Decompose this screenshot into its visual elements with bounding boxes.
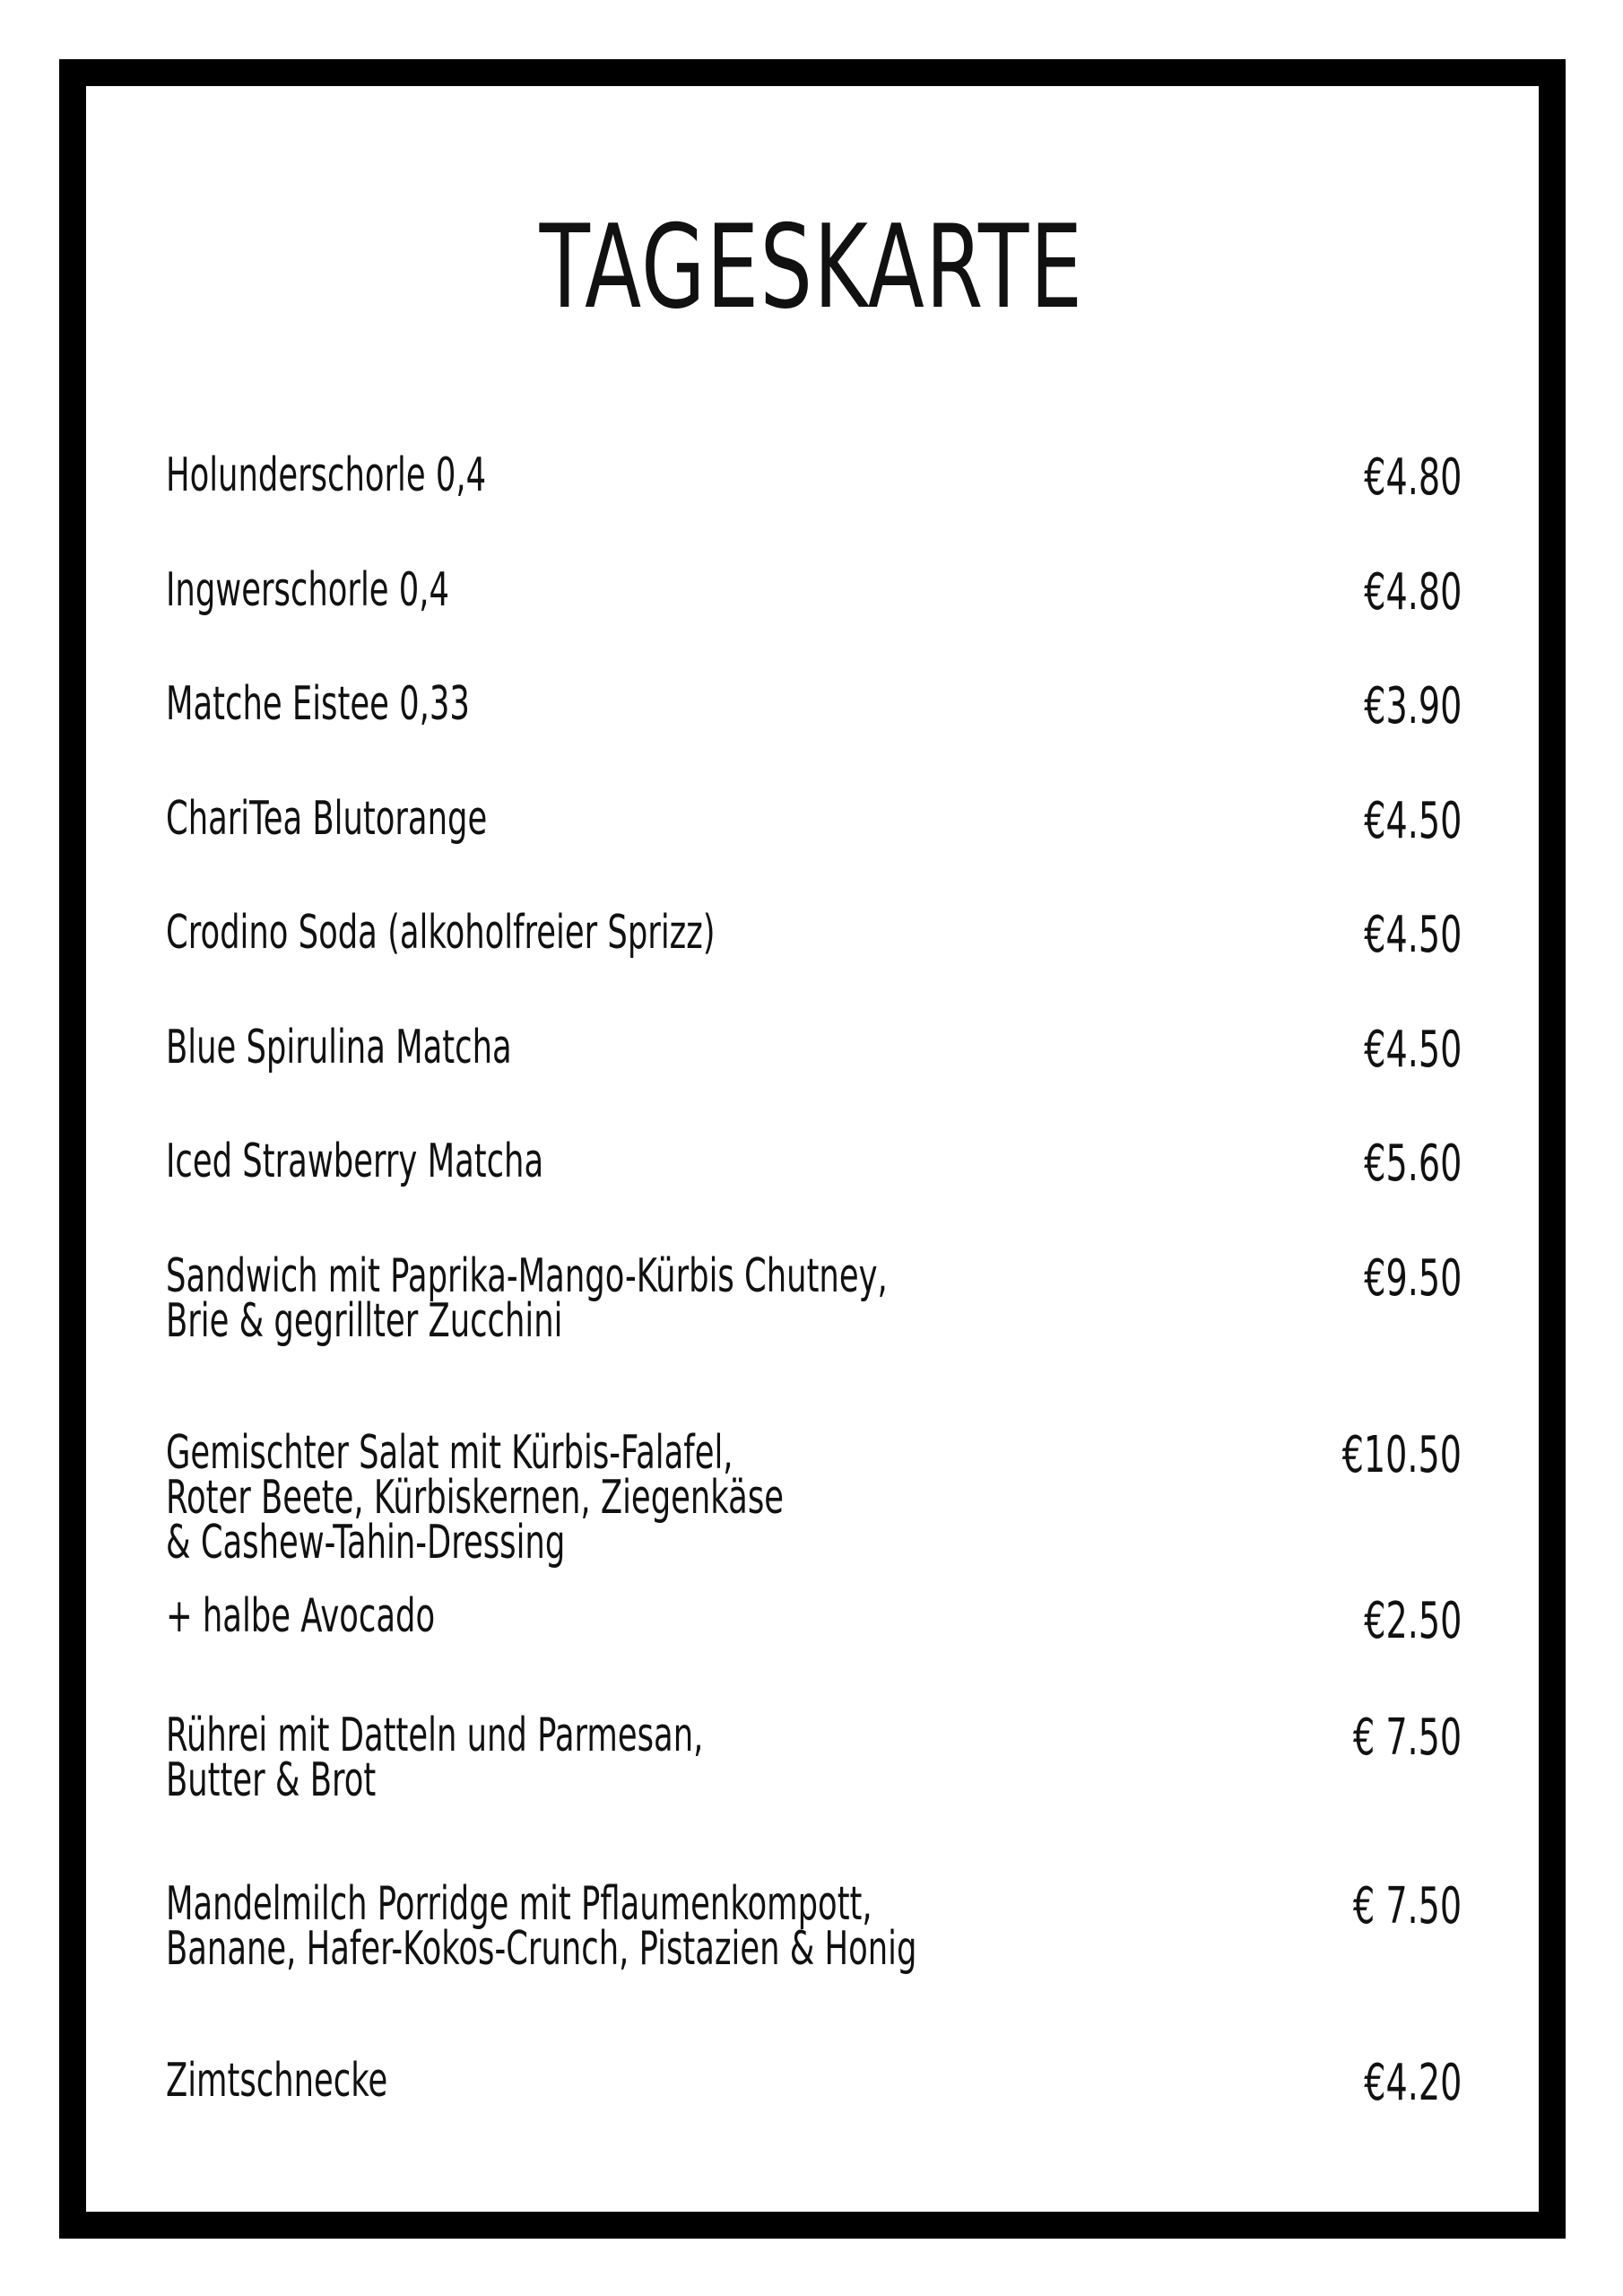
item-name-line: ChariTea Blutorange (166, 792, 488, 846)
item-price: € 7.50 (1352, 1709, 1462, 1767)
item-name (166, 906, 837, 960)
item-name (166, 448, 837, 502)
item-price: €4.50 (1363, 792, 1462, 850)
item-name-line: Rührei mit Datteln und Parmesan, (166, 1709, 704, 1762)
item-name (166, 1426, 837, 1570)
item-name (166, 1249, 888, 1348)
item-price: €4.20 (1363, 2054, 1462, 2112)
item-name-line: Iced Strawberry Matcha (166, 1135, 544, 1188)
item-name-line: Crodino Soda (alkoholfreier Sprizz) (166, 906, 716, 960)
item-name-line: & Cashew-Tahin-Dressing (166, 1516, 566, 1570)
item-price: €4.80 (1363, 448, 1462, 507)
menu-title: TAGESKARTE (539, 201, 1084, 335)
item-name-line: Banane, Hafer-Kokos-Crunch, Pistazien & Honig (166, 1922, 917, 1976)
item-price: €10.50 (1341, 1426, 1462, 1484)
item-price: €4.50 (1363, 906, 1462, 964)
item-price: €4.50 (1363, 1021, 1462, 1079)
item-price: €5.60 (1363, 1135, 1462, 1193)
item-name-line: Zimtschnecke (166, 2054, 388, 2108)
item-name-line: Mandelmilch Porridge mit Pflaumenkompott, (166, 1877, 872, 1931)
item-name (166, 1135, 837, 1188)
item-name-line: Matche Eistee 0,33 (166, 677, 470, 731)
item-name-line: Brie & gegrillter Zucchini (166, 1294, 563, 1348)
item-extra-price: €2.50 (1363, 1592, 1462, 1650)
item-name (166, 1021, 837, 1074)
item-name (166, 1877, 917, 1976)
item-price: € 7.50 (1352, 1877, 1462, 1935)
item-name-line: Blue Spirulina Matcha (166, 1021, 512, 1074)
item-price: €4.80 (1363, 563, 1462, 622)
item-extra-name: + halbe Avocado (166, 1589, 436, 1643)
item-name-line: Ingwerschorle 0,4 (166, 563, 449, 617)
item-name (166, 792, 837, 846)
item-name-line: Holunderschorle 0,4 (166, 448, 487, 502)
item-name-line: Sandwich mit Paprika-Mango-Kürbis Chutney, (166, 1249, 888, 1303)
item-name-line: Butter & Brot (166, 1753, 377, 1807)
item-name-line: Gemischter Salat mit Kürbis-Falafel, (166, 1426, 733, 1480)
item-name (166, 563, 837, 617)
item-name (166, 2054, 837, 2108)
item-price: €9.50 (1363, 1249, 1462, 1308)
item-price: €3.90 (1363, 677, 1462, 735)
item-name (166, 677, 837, 731)
item-name-line: Roter Beete, Kürbiskernen, Ziegenkäse (166, 1471, 785, 1525)
item-name (166, 1709, 837, 1807)
